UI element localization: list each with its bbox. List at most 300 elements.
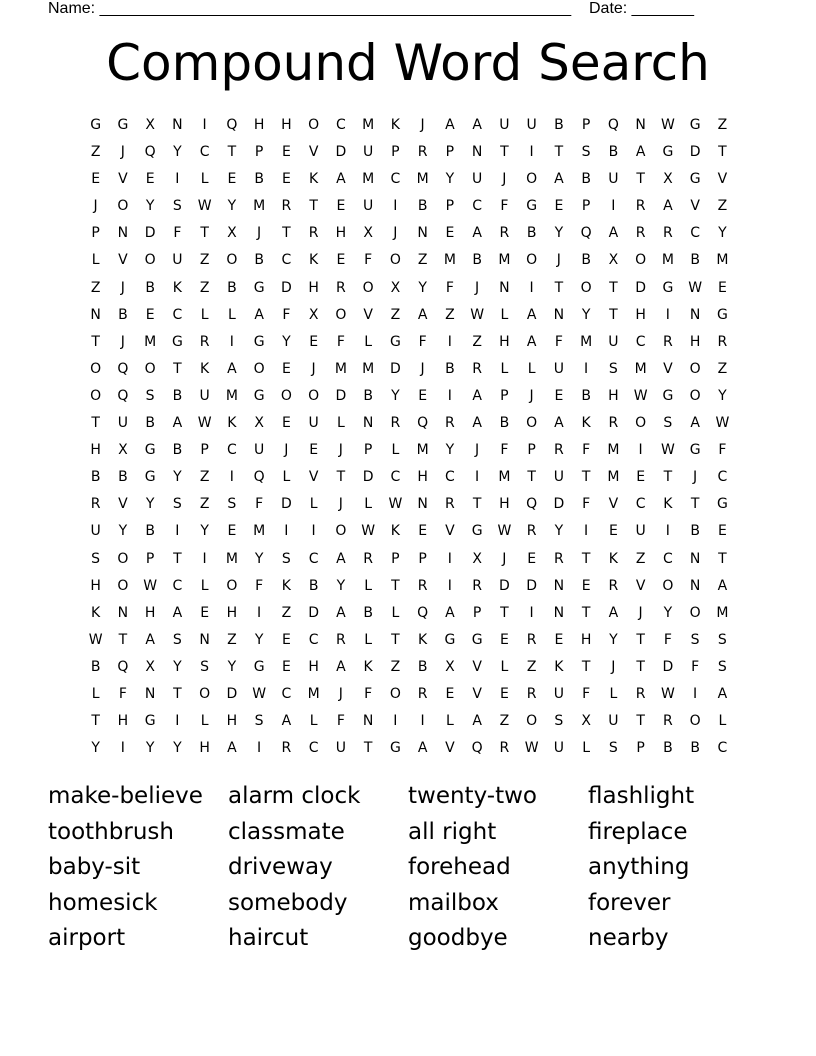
grid-letter[interactable]: C [281,685,292,702]
grid-letter[interactable]: M [253,523,266,540]
grid-letter[interactable]: P [581,198,591,215]
grid-letter[interactable]: B [145,523,155,540]
grid-letter[interactable]: D [335,387,347,404]
grid-letter[interactable]: M [607,469,620,486]
grid-letter[interactable]: Z [717,198,728,215]
grid-letter[interactable]: U [363,198,374,215]
grid-letter[interactable]: W [361,523,376,540]
grid-letter[interactable]: W [497,523,512,540]
grid-letter[interactable]: L [227,306,236,323]
grid-letter[interactable]: A [608,225,619,242]
grid-letter[interactable]: C [717,740,728,757]
grid-letter[interactable]: L [445,713,454,730]
grid-letter[interactable]: R [417,577,428,594]
grid-letter[interactable]: B [581,171,591,188]
grid-letter[interactable]: R [363,550,373,567]
grid-letter[interactable]: S [254,713,264,730]
grid-letter[interactable]: G [90,117,102,133]
grid-letter[interactable]: N [117,604,129,621]
grid-letter[interactable]: B [145,415,155,432]
grid-letter[interactable]: U [308,415,319,432]
grid-letter[interactable]: I [393,198,398,215]
grid-letter[interactable]: Y [254,550,264,567]
grid-letter[interactable]: X [390,279,401,296]
grid-letter[interactable]: Q [226,117,238,133]
grid-letter[interactable]: G [389,333,401,350]
grid-letter[interactable]: F [173,225,182,242]
grid-letter[interactable]: B [581,387,591,404]
grid-letter[interactable]: N [362,713,374,730]
grid-letter[interactable]: G [689,117,701,133]
grid-letter[interactable]: R [608,577,619,594]
grid-letter[interactable]: K [581,415,591,432]
grid-letter[interactable]: H [608,387,619,404]
grid-letter[interactable]: J [93,198,98,215]
grid-letter[interactable]: C [472,198,483,215]
grid-letter[interactable]: U [335,740,346,757]
grid-letter[interactable]: E [499,631,509,648]
grid-letter[interactable]: I [447,387,452,404]
grid-letter[interactable]: I [120,740,125,757]
grid-letter[interactable]: O [635,252,647,269]
grid-letter[interactable]: U [553,685,564,702]
grid-letter[interactable]: B [118,469,128,486]
grid-letter[interactable]: W [197,415,212,432]
grid-letter[interactable]: R [499,740,510,757]
grid-letter[interactable]: N [90,306,101,323]
grid-letter[interactable]: O [635,415,647,432]
grid-letter[interactable]: I [665,306,670,323]
grid-letter[interactable]: L [391,604,400,621]
grid-letter[interactable]: I [475,469,480,486]
grid-letter[interactable]: O [117,550,129,567]
grid-letter[interactable]: R [281,198,292,215]
grid-letter[interactable]: Y [145,740,155,757]
grid-letter[interactable]: L [500,658,509,675]
grid-letter[interactable]: G [471,631,483,648]
grid-letter[interactable]: Y [609,631,618,648]
grid-letter[interactable]: D [526,577,538,594]
grid-letter[interactable]: M [416,442,429,459]
grid-letter[interactable]: H [335,225,347,242]
grid-letter[interactable]: I [175,713,180,730]
grid-letter[interactable]: R [199,333,210,350]
grid-letter[interactable]: T [581,658,591,675]
grid-letter[interactable]: S [145,387,155,404]
grid-letter[interactable]: V [717,171,728,188]
grid-letter[interactable]: J [420,360,425,377]
grid-letter[interactable]: F [336,713,345,730]
grid-letter[interactable]: O [689,360,701,377]
grid-letter[interactable]: I [202,117,207,133]
grid-letter[interactable]: A [690,415,700,432]
grid-letter[interactable]: X [581,713,591,730]
grid-letter[interactable]: A [526,306,537,323]
grid-letter[interactable]: A [336,171,346,188]
grid-letter[interactable]: O [662,577,674,594]
grid-letter[interactable]: J [120,144,125,161]
grid-letter[interactable]: B [417,198,428,215]
grid-letter[interactable]: R [635,225,646,242]
grid-letter[interactable]: E [608,523,618,540]
grid-letter[interactable]: F [500,442,509,459]
grid-letter[interactable]: Y [282,333,291,350]
grid-letter[interactable]: N [553,306,565,323]
grid-letter[interactable]: C [281,252,292,269]
grid-letter[interactable]: H [90,577,101,594]
grid-letter[interactable]: N [553,604,565,621]
grid-letter[interactable]: H [226,713,238,730]
grid-letter[interactable]: Z [390,306,401,323]
grid-letter[interactable]: R [417,685,428,702]
grid-letter[interactable]: V [472,685,482,702]
grid-letter[interactable]: G [253,279,265,296]
grid-letter[interactable]: Q [253,469,265,486]
grid-letter[interactable]: V [635,577,646,594]
grid-letter[interactable]: A [608,604,619,621]
grid-letter[interactable]: Q [471,740,483,757]
grid-letter[interactable]: Y [554,225,564,242]
grid-letter[interactable]: T [91,415,100,432]
grid-letter[interactable]: G [716,496,728,513]
grid-letter[interactable]: B [90,469,101,486]
grid-letter[interactable]: X [663,171,673,188]
grid-letter[interactable]: S [717,631,727,648]
grid-letter[interactable]: T [363,740,373,757]
grid-letter[interactable]: V [118,252,128,269]
grid-letter[interactable]: E [636,469,646,486]
grid-letter[interactable]: A [227,740,237,757]
grid-letter[interactable]: O [226,252,238,269]
grid-letter[interactable]: W [660,685,675,702]
grid-letter[interactable]: Z [390,658,401,675]
grid-letter[interactable]: M [607,442,620,459]
grid-letter[interactable]: J [638,604,643,621]
grid-letter[interactable]: O [335,523,347,540]
grid-letter[interactable]: I [393,713,398,730]
grid-letter[interactable]: Y [336,577,346,594]
grid-letter[interactable]: A [281,713,292,730]
grid-letter[interactable]: Y [718,387,727,404]
grid-letter[interactable]: O [580,279,592,296]
grid-letter[interactable]: F [255,577,264,594]
grid-letter[interactable]: O [117,198,129,215]
grid-letter[interactable]: M [362,171,375,188]
grid-letter[interactable]: F [582,496,591,513]
grid-letter[interactable]: C [390,171,401,188]
grid-letter[interactable]: J [338,685,343,702]
grid-letter[interactable]: J [393,225,398,242]
grid-letter[interactable]: J [311,360,316,377]
grid-letter[interactable]: Q [144,144,156,161]
grid-letter[interactable]: F [364,685,373,702]
grid-letter[interactable]: Y [418,279,427,296]
grid-letter[interactable]: E [281,631,291,648]
grid-letter[interactable]: I [665,523,670,540]
grid-letter[interactable]: A [472,117,482,133]
grid-letter[interactable]: M [443,252,456,269]
grid-letter[interactable]: F [282,306,291,323]
grid-letter[interactable]: B [254,252,264,269]
grid-letter[interactable]: S [663,415,673,432]
grid-letter[interactable]: Q [417,415,429,432]
grid-letter[interactable]: Y [145,496,155,513]
grid-letter[interactable]: V [608,496,619,513]
grid-letter[interactable]: Y [554,523,564,540]
grid-letter[interactable]: P [581,117,591,133]
grid-letter[interactable]: U [635,523,646,540]
grid-letter[interactable]: N [117,225,129,242]
grid-letter[interactable]: H [144,604,156,621]
grid-letter[interactable]: B [90,658,101,675]
grid-letter[interactable]: A [472,387,482,404]
grid-letter[interactable]: Z [90,144,101,161]
grid-letter[interactable]: W [252,685,267,702]
grid-letter[interactable]: G [144,442,156,459]
grid-letter[interactable]: R [499,225,510,242]
grid-letter[interactable]: A [472,225,482,242]
grid-letter[interactable]: P [91,225,100,242]
grid-letter[interactable]: T [472,496,482,513]
grid-letter[interactable]: L [91,252,100,269]
grid-letter[interactable]: L [200,577,209,594]
grid-letter[interactable]: I [229,469,234,486]
grid-letter[interactable]: I [447,577,452,594]
grid-letter[interactable]: J [338,442,343,459]
grid-letter[interactable]: F [255,496,264,513]
grid-letter[interactable]: X [472,550,482,567]
grid-letter[interactable]: N [499,279,510,296]
grid-letter[interactable]: R [554,550,564,567]
grid-letter[interactable]: I [202,550,207,567]
grid-letter[interactable]: A [254,306,264,323]
grid-letter[interactable]: I [311,523,316,540]
grid-letter[interactable]: N [471,144,483,161]
grid-letter[interactable]: E [527,550,537,567]
grid-letter[interactable]: N [689,550,701,567]
grid-letter[interactable]: T [500,144,509,161]
grid-letter[interactable]: O [689,604,701,621]
grid-letter[interactable]: I [584,523,589,540]
grid-letter[interactable]: D [335,144,347,161]
grid-letter[interactable]: W [88,631,103,648]
grid-letter[interactable]: C [172,306,183,323]
grid-letter[interactable]: K [663,496,673,513]
grid-letter[interactable]: Z [227,631,237,648]
grid-letter[interactable]: S [690,631,700,648]
grid-letter[interactable]: F [691,658,700,675]
grid-letter[interactable]: D [144,225,156,242]
grid-letter[interactable]: P [445,144,455,161]
grid-letter[interactable]: A [472,415,482,432]
grid-letter[interactable]: R [635,198,646,215]
grid-letter[interactable]: I [638,442,643,459]
grid-letter[interactable]: Z [445,306,455,323]
grid-letter[interactable]: G [253,333,265,350]
grid-letter[interactable]: Z [635,550,646,567]
grid-letter[interactable]: Q [117,658,129,675]
grid-letter[interactable]: B [472,252,482,269]
grid-letter[interactable]: Y [91,740,100,757]
grid-letter[interactable]: L [91,685,100,702]
grid-letter[interactable]: T [636,658,645,675]
grid-letter[interactable]: F [582,685,591,702]
grid-letter[interactable]: C [635,333,646,350]
grid-letter[interactable]: P [527,442,536,459]
grid-letter[interactable]: Z [199,469,210,486]
grid-letter[interactable]: B [254,171,264,188]
grid-letter[interactable]: C [172,577,183,594]
grid-letter[interactable]: Z [90,279,101,296]
grid-letter[interactable]: E [281,360,291,377]
grid-letter[interactable]: R [445,415,455,432]
grid-letter[interactable]: H [90,442,101,459]
grid-letter[interactable]: O [90,360,102,377]
grid-letter[interactable]: T [391,577,400,594]
grid-letter[interactable]: Y [581,306,591,323]
grid-letter[interactable]: B [227,279,237,296]
grid-letter[interactable]: T [527,469,536,486]
grid-letter[interactable]: J [502,171,507,188]
grid-letter[interactable]: R [472,577,482,594]
grid-letter[interactable]: T [609,279,618,296]
grid-letter[interactable]: S [554,713,564,730]
grid-letter[interactable]: I [257,740,262,757]
grid-letter[interactable]: A [554,415,564,432]
grid-letter[interactable]: S [172,496,182,513]
grid-letter[interactable]: C [308,740,319,757]
grid-letter[interactable]: B [690,523,700,540]
grid-letter[interactable]: S [581,144,591,161]
grid-letter[interactable]: E [418,387,428,404]
grid-letter[interactable]: J [120,333,125,350]
grid-letter[interactable]: Z [472,333,482,350]
grid-letter[interactable]: T [554,144,564,161]
grid-letter[interactable]: S [281,550,291,567]
grid-letter[interactable]: N [199,631,210,648]
grid-letter[interactable]: J [120,279,125,296]
grid-letter[interactable]: R [445,496,455,513]
grid-letter[interactable]: H [226,604,238,621]
grid-letter[interactable]: Z [199,279,210,296]
grid-letter[interactable]: G [689,442,701,459]
grid-letter[interactable]: U [608,713,619,730]
grid-letter[interactable]: L [200,306,209,323]
grid-letter[interactable]: V [118,171,128,188]
grid-letter[interactable]: V [472,658,482,675]
grid-letter[interactable]: H [308,658,319,675]
grid-letter[interactable]: I [693,685,698,702]
grid-letter[interactable]: U [608,333,619,350]
name-blank[interactable]: _____________________________________________________ [99,0,572,17]
grid-letter[interactable]: A [717,685,728,702]
grid-letter[interactable]: T [173,685,182,702]
grid-letter[interactable]: B [581,252,591,269]
grid-letter[interactable]: N [144,685,156,702]
grid-letter[interactable]: Y [173,658,182,675]
grid-letter[interactable]: N [417,496,428,513]
grid-letter[interactable]: A [172,604,183,621]
grid-letter[interactable]: J [420,117,425,133]
grid-letter[interactable]: J [338,496,343,513]
grid-letter[interactable]: W [524,740,539,757]
grid-letter[interactable]: B [608,144,619,161]
grid-letter[interactable]: E [91,171,101,188]
grid-letter[interactable]: O [335,306,347,323]
grid-letter[interactable]: O [689,713,701,730]
grid-letter[interactable]: T [391,631,400,648]
grid-letter[interactable]: D [389,360,401,377]
grid-letter[interactable]: U [526,117,537,133]
grid-letter[interactable]: Q [580,225,592,242]
grid-letter[interactable]: V [308,469,319,486]
grid-letter[interactable]: G [171,333,183,350]
grid-letter[interactable]: U [553,360,564,377]
grid-letter[interactable]: P [636,740,645,757]
grid-letter[interactable]: M [362,360,375,377]
grid-letter[interactable]: Y [254,631,264,648]
grid-letter[interactable]: V [663,360,673,377]
grid-letter[interactable]: O [526,171,538,188]
grid-letter[interactable]: M [416,171,429,188]
grid-letter[interactable]: U [499,117,510,133]
grid-letter[interactable]: L [364,577,373,594]
grid-letter[interactable]: T [309,198,318,215]
grid-letter[interactable]: S [227,496,237,513]
grid-letter[interactable]: A [554,171,564,188]
grid-letter[interactable]: J [529,387,534,404]
grid-letter[interactable]: I [529,604,534,621]
grid-letter[interactable]: T [690,496,700,513]
grid-letter[interactable]: E [309,442,319,459]
grid-letter[interactable]: U [199,387,210,404]
grid-letter[interactable]: J [693,469,698,486]
grid-letter[interactable]: C [308,631,319,648]
grid-letter[interactable]: U [117,415,128,432]
grid-letter[interactable]: O [144,252,156,269]
grid-letter[interactable]: X [308,306,319,323]
grid-letter[interactable]: U [254,442,265,459]
grid-letter[interactable]: E [445,225,455,242]
grid-letter[interactable]: N [172,117,183,133]
grid-letter[interactable]: B [417,658,428,675]
grid-letter[interactable]: R [526,631,537,648]
grid-letter[interactable]: O [526,415,538,432]
grid-letter[interactable]: C [444,469,455,486]
grid-letter[interactable]: E [445,685,455,702]
grid-letter[interactable]: B [690,252,700,269]
grid-letter[interactable]: E [281,658,291,675]
grid-letter[interactable]: F [718,442,727,459]
grid-letter[interactable]: T [609,306,618,323]
grid-letter[interactable]: I [229,333,234,350]
grid-letter[interactable]: P [418,550,427,567]
grid-letter[interactable]: G [716,306,728,323]
grid-letter[interactable]: E [336,252,346,269]
grid-letter[interactable]: D [553,496,565,513]
grid-letter[interactable]: E [554,198,564,215]
grid-letter[interactable]: Y [227,198,237,215]
grid-letter[interactable]: F [418,333,427,350]
grid-letter[interactable]: G [253,658,265,675]
grid-letter[interactable]: B [526,225,537,242]
grid-letter[interactable]: V [690,198,700,215]
grid-letter[interactable]: K [227,415,237,432]
grid-letter[interactable]: O [226,577,238,594]
grid-letter[interactable]: W [470,306,485,323]
grid-letter[interactable]: J [502,550,507,567]
grid-letter[interactable]: R [663,333,673,350]
